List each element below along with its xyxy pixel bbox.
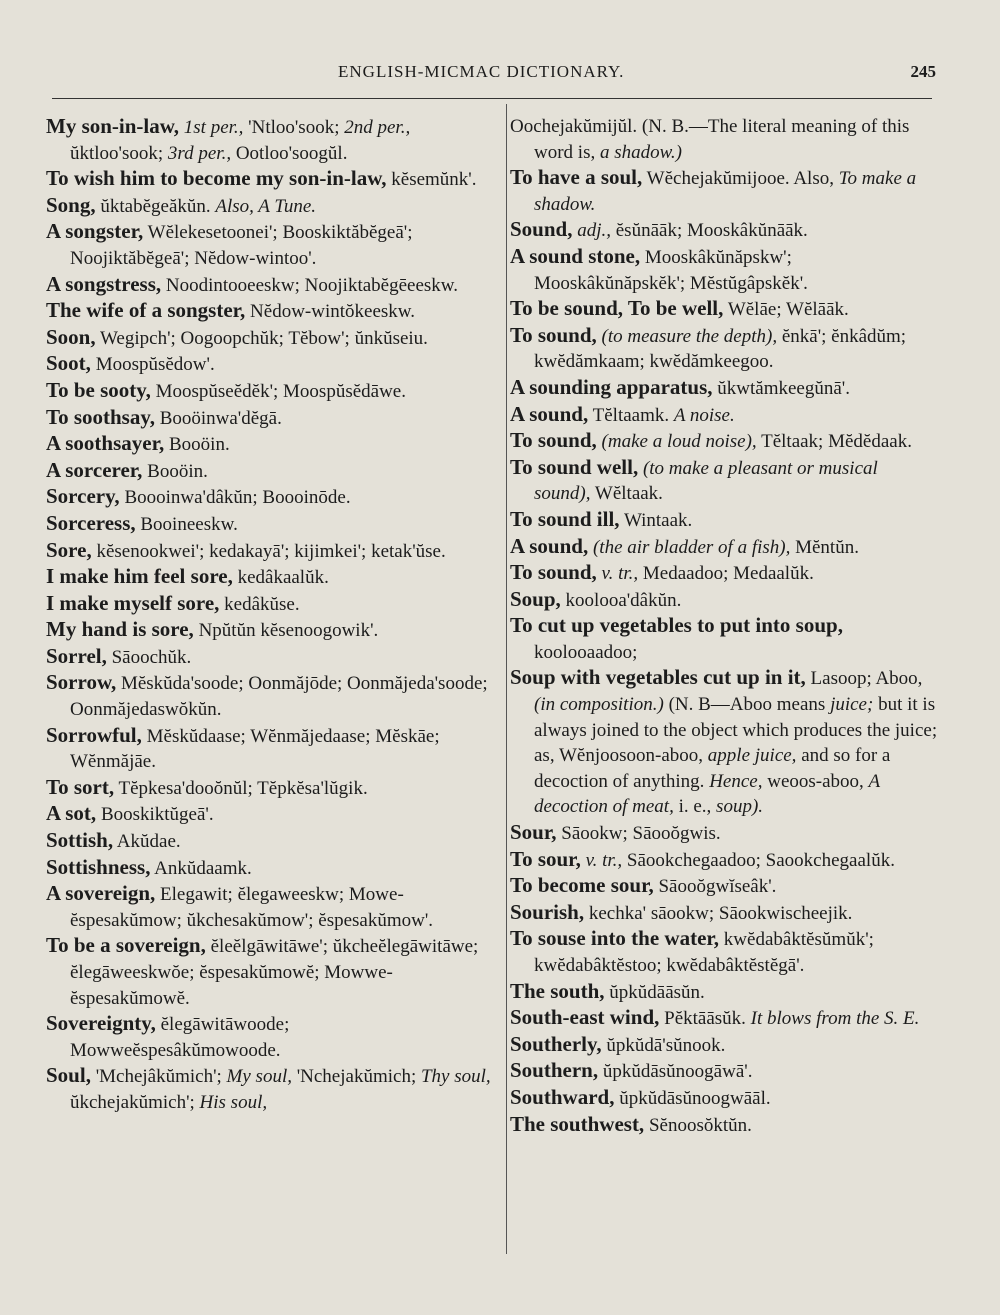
dictionary-entry [46,166,498,193]
entry-headword: A sound, [510,533,589,558]
entry-definition: ĕsŭnāāk; Mooskâkŭnāāk. [611,220,808,242]
entry-italic-text: v. tr., [601,563,639,585]
dictionary-entry [46,193,498,220]
dictionary-entry [46,1011,498,1063]
dictionary-entry [46,855,498,882]
dictionary-entry [46,219,498,271]
dictionary-entry [46,723,498,775]
dictionary-entry [46,114,498,166]
entry-definition: 'Mchejâkŭmich'; [90,1066,227,1088]
entry-definition: ŭkchejakŭmich'; [70,1091,200,1113]
entry-italic-text: adj., [577,220,611,242]
entry-headword: To cut up vegetables to put into soup, [510,613,843,638]
entry-definition: (N. B—Aboo means [663,694,831,716]
entry-italic-text: Also, A Tune. [215,195,317,217]
entry-definition: Booineeskw. [135,513,238,535]
entry-definition: ŭpkŭdā'sŭnook. [601,1034,726,1056]
entry-definition: Akŭdae. [113,831,181,853]
entry-headword: A sot, [46,801,97,826]
entry-headword: Sorceress, [46,510,136,535]
dictionary-entry [46,617,498,644]
left-column [46,114,498,1116]
entry-italic-text: 3rd per., [167,142,232,164]
entry-definition: kĕsenookwei'; kedakayā'; kijimkei'; ketak'ŭse. [91,540,446,562]
dictionary-entry [510,847,938,874]
entry-headword: To soothsay, [46,404,155,429]
dictionary-entry [46,670,498,722]
entry-headword: Southern, [510,1058,599,1083]
dictionary-entry [46,881,498,933]
entry-definition: Mĕskŭdaase; Wĕnmăjedaase; Mĕskāe; Wĕnmăjāe. [70,725,440,773]
entry-definition: Wĕlekesetoonei'; Booskiktăbĕgeā'; Noojiktăbĕgeā'; Nĕdow-wintoo'. [70,222,413,269]
dictionary-entry [510,900,938,927]
entry-definition: ĕleĕlgāwitāwe'; ŭkcheĕlegāwitāwe; ĕlegāweeskwŏe; ĕspesakŭmowĕ; Mowwe-ĕspesakŭmowĕ. [70,936,479,1009]
entry-definition: kĕsemŭnk'. [386,169,477,191]
entry-definition: Moospŭseĕdĕk'; Moospŭsĕdāwe. [150,380,406,402]
entry-definition: kwĕdabâktĕsŭmŭk'; kwĕdabâktĕstoo; kwĕdabâktĕstĕgā'. [534,929,874,976]
dictionary-entry [510,820,938,847]
entry-headword: Soul, [46,1063,91,1088]
entry-definition: Booöinwa'dĕgā. [154,407,282,429]
dictionary-entry [510,296,938,323]
entry-definition: but it is always joined to the object which produces the juice; as, Wĕnjoosoon-aboo, [534,694,938,767]
entry-headword: The wife of a songster, [46,298,246,323]
entry-definition: ŭkwtămkeegŭnā'. [712,377,850,399]
entry-headword: The southwest, [510,1111,645,1136]
entry-definition: Wĕchejakŭmijooe. Also, [642,168,839,190]
entry-italic-text: juice; [830,694,874,716]
entry-definition: Ootloo'soogŭl. [231,142,348,164]
entry-definition: Sāookw; Sāooŏgwis. [556,823,721,845]
dictionary-entry [510,375,938,402]
entry-headword: A soothsayer, [46,431,165,456]
entry-definition: Wĕltaak. [590,483,663,505]
entry-definition: Tĕpkesa'dooŏnŭl; Tĕpkĕsa'lŭgik. [114,777,368,799]
dictionary-entry [46,351,498,378]
entry-definition: Lasoop; Aboo, [805,668,923,690]
entry-definition: koolooa'dâkŭn. [560,589,682,611]
entry-headword: Soup, [510,586,561,611]
entry-headword: A sound, [510,401,589,426]
dictionary-entry [46,378,498,405]
entry-headword: A sounding apparatus, [510,374,713,399]
entry-headword: To sound well, [510,454,639,479]
entry-italic-text: A decoction of meat, [534,770,880,818]
entry-definition: Moospŭsĕdow'. [90,354,215,376]
dictionary-entry [510,402,938,429]
entry-definition: and so for a decoction of anything. [534,745,891,792]
dictionary-entry [46,431,498,458]
entry-headword: To be sooty, [46,377,151,402]
entry-headword: A sound stone, [510,243,641,268]
entry-italic-text: apple juice, [707,745,797,767]
entry-headword: Sound, [510,217,573,242]
entry-headword: To have a soul, [510,165,643,190]
entry-headword: A sorcerer, [46,457,143,482]
header-rule [52,98,932,99]
dictionary-entry [510,534,938,561]
dictionary-entry [46,644,498,671]
entry-headword: Sorrel, [46,643,107,668]
entry-italic-text: (in composition.) [534,694,664,716]
entry-headword: A sovereign, [46,881,156,906]
dictionary-entry [510,1005,938,1032]
dictionary-entry [510,613,938,665]
entry-definition: Sāoochŭk. [106,646,192,668]
entry-headword: Soon, [46,324,96,349]
entry-headword: Song, [46,192,96,217]
entry-headword: Sour, [510,820,557,845]
entry-italic-text: a shadow.) [599,141,682,163]
entry-headword: Southerly, [510,1031,602,1056]
entry-definition: i. e., [673,796,717,818]
entry-definition: Booskiktŭgeā'. [96,804,214,826]
entry-italic-text: His soul, [199,1091,268,1113]
entry-headword: My son-in-law, [46,114,180,138]
entry-definition: kedâkŭse. [219,593,300,615]
dictionary-entry [510,1085,938,1112]
entry-definition: Medaadoo; Medaalŭk. [638,563,814,585]
entry-definition: ŭpkŭdāsŭnoogāwā'. [598,1061,753,1083]
entry-definition: kedâkaalŭk. [232,567,329,589]
entry-definition: Elegawit; ĕlegaweeskw; Mowe-ĕspesakŭmow; ŭkchesakŭmow'; ĕspesakŭmow'. [70,884,434,931]
entry-headword: To be sound, To be well, [510,296,724,321]
entry-definition: ŭktloo'sook; [70,142,168,164]
entry-definition: Noodintooeeskw; Noojiktabĕgēeeskw. [161,274,459,296]
entry-headword: A songstress, [46,271,162,296]
column-divider [506,104,507,1254]
entry-definition: koolooaadoo; [534,641,638,663]
entry-italic-text: It blows from the S. E. [750,1008,920,1030]
entry-definition: ĕnkā'; ĕnkâdŭm; kwĕdămkaam; kwĕdămkeegoo. [534,325,907,373]
dictionary-entry [46,511,498,538]
entry-headword: To sound, [510,560,597,585]
dictionary-entry [510,507,938,534]
entry-headword: Soot, [46,351,91,376]
entry-headword: Sottishness, [46,854,151,879]
entry-definition: Nĕdow-wintŏkeeskw. [245,301,416,323]
entry-headword: Sovereignty, [46,1011,156,1036]
entry-italic-text: soup). [716,796,764,818]
entry-italic-text: A noise. [673,404,735,426]
entry-headword: To wish him to become my son-in-law, [46,166,387,191]
entry-definition: Oochejakŭmijŭl. (N. B.—The literal meaning of this word is, [510,116,910,163]
dictionary-entry [46,538,498,565]
entry-definition: ĕlegāwitāwoode; Mowweĕspesâkŭmowoode. [70,1014,290,1061]
entry-headword: I make myself sore, [46,590,220,615]
entry-definition: Booöin. [142,460,208,482]
entry-headword: Sore, [46,537,92,562]
dictionary-entry [510,873,938,900]
dictionary-entry [46,828,498,855]
entry-definition: Mĕntŭn. [790,536,859,558]
dictionary-entry [46,458,498,485]
running-head: ENGLISH-MICMAC DICTIONARY. [338,62,625,81]
entry-definition: Mooskâkŭnăpskw'; Mooskâkŭnăpskĕk'; Mĕstŭgâpskĕk'. [534,246,808,294]
dictionary-entry [510,244,938,296]
entry-italic-text: (the air bladder of a fish), [592,536,791,558]
entry-headword: Sorcery, [46,484,120,509]
entry-headword: My hand is sore, [46,617,194,642]
entry-italic-text: (make a loud noise), [601,431,757,453]
dictionary-entry [46,298,498,325]
page-header [0,62,1000,86]
entry-headword: Southward, [510,1084,615,1109]
entry-headword: To become sour, [510,873,654,898]
dictionary-entry [46,591,498,618]
entry-italic-text: Thy soul, [420,1066,491,1088]
entry-definition: 'Ntloo'sook; [243,117,345,138]
dictionary-entry [510,428,938,455]
entry-headword: Sottish, [46,828,114,853]
entry-definition: Ankŭdaamk. [150,857,252,879]
dictionary-entry [510,560,938,587]
entry-definition: Mĕskŭda'soode; Oonmăjōde; Oonmăjeda'soode; Oonmăjedaswŏkŭn. [70,673,488,721]
entry-definition: Boooinwa'dâkŭn; Boooinōde. [119,487,351,509]
dictionary-entry [46,801,498,828]
dictionary-entry [46,564,498,591]
dictionary-entry [46,484,498,511]
entry-definition: Sāookchegaadoo; Saookchegaalŭk. [622,849,895,871]
entry-definition: Tĕltaak; Mĕdĕdaak. [756,431,912,453]
entry-definition: Tĕltaamk. [588,404,674,426]
entry-definition: Pĕktāāsŭk. [659,1008,751,1030]
right-column [510,114,938,1138]
entry-headword: South-east wind, [510,1005,660,1030]
entry-headword: To sound, [510,428,597,453]
entry-definition: kechka' sāookw; Sāookwischeejik. [584,902,853,924]
entry-definition: 'Nchejakŭmich; [291,1066,421,1088]
dictionary-entry [510,665,938,820]
entry-headword: To souse into the water, [510,926,720,951]
entry-definition: ŭktabĕgeăkŭn. [95,195,216,217]
entry-headword: The south, [510,978,605,1003]
entry-definition: Booöin. [164,434,230,456]
entry-italic-text: Hence, [709,770,763,792]
entry-definition: Npŭtŭn kĕsenoogowik'. [193,620,379,642]
entry-definition: Wĕlāe; Wĕlāāk. [723,299,849,321]
entry-definition: ŭpkŭdāsŭnoogwāāl. [614,1087,771,1109]
entry-definition: weoos-aboo, [762,770,869,792]
dictionary-entry [510,165,938,217]
dictionary-entry [46,325,498,352]
entry-headword: To sound ill, [510,506,620,531]
dictionary-entry [510,455,938,507]
entry-definition: Wintaak. [619,509,693,531]
dictionary-entry [46,933,498,1011]
dictionary-entry [46,405,498,432]
entry-headword: Sorrow, [46,670,117,695]
entry-definition: Sĕnoosŏktŭn. [644,1114,752,1136]
entry-italic-text: 1st per., [183,117,244,138]
dictionary-entry [510,217,938,244]
entry-headword: A songster, [46,219,144,244]
entry-definition: ŭpkŭdāāsŭn. [604,981,705,1003]
entry-italic-text: To make a shadow. [534,168,917,215]
entry-italic-text: (to measure the depth), [601,325,778,347]
dictionary-entry [510,1112,938,1139]
entry-headword: To be a sovereign, [46,933,206,958]
dictionary-entry [510,323,938,375]
dictionary-entry [510,1032,938,1059]
entry-headword: To sound, [510,322,597,347]
dictionary-entry [510,979,938,1006]
dictionary-entry [510,114,938,165]
entry-headword: Soup with vegetables cut up in it, [510,665,806,690]
entry-headword: Sourish, [510,899,585,924]
dictionary-entry [46,775,498,802]
entry-italic-text: (to make a pleasant or musical sound), [534,457,878,505]
dictionary-entry [510,926,938,978]
dictionary-entry [510,1058,938,1085]
entry-headword: I make him feel sore, [46,564,233,589]
entry-italic-text: v. tr., [585,849,623,871]
dictionary-entry [46,1063,498,1115]
dictionary-entry [46,272,498,299]
page-number: 245 [910,62,936,81]
entry-headword: To sort, [46,774,115,799]
entry-italic-text: 2nd per., [344,117,411,138]
entry-italic-text: My soul, [226,1066,292,1088]
entry-headword: Sorrowful, [46,722,142,747]
entry-headword: To sour, [510,846,581,871]
dictionary-entry [510,587,938,614]
entry-definition: Sāooŏgwĭseâk'. [653,876,777,898]
entry-definition: Wegipch'; Oogoopchŭk; Tĕbow'; ŭnkŭseiu. [95,327,428,349]
